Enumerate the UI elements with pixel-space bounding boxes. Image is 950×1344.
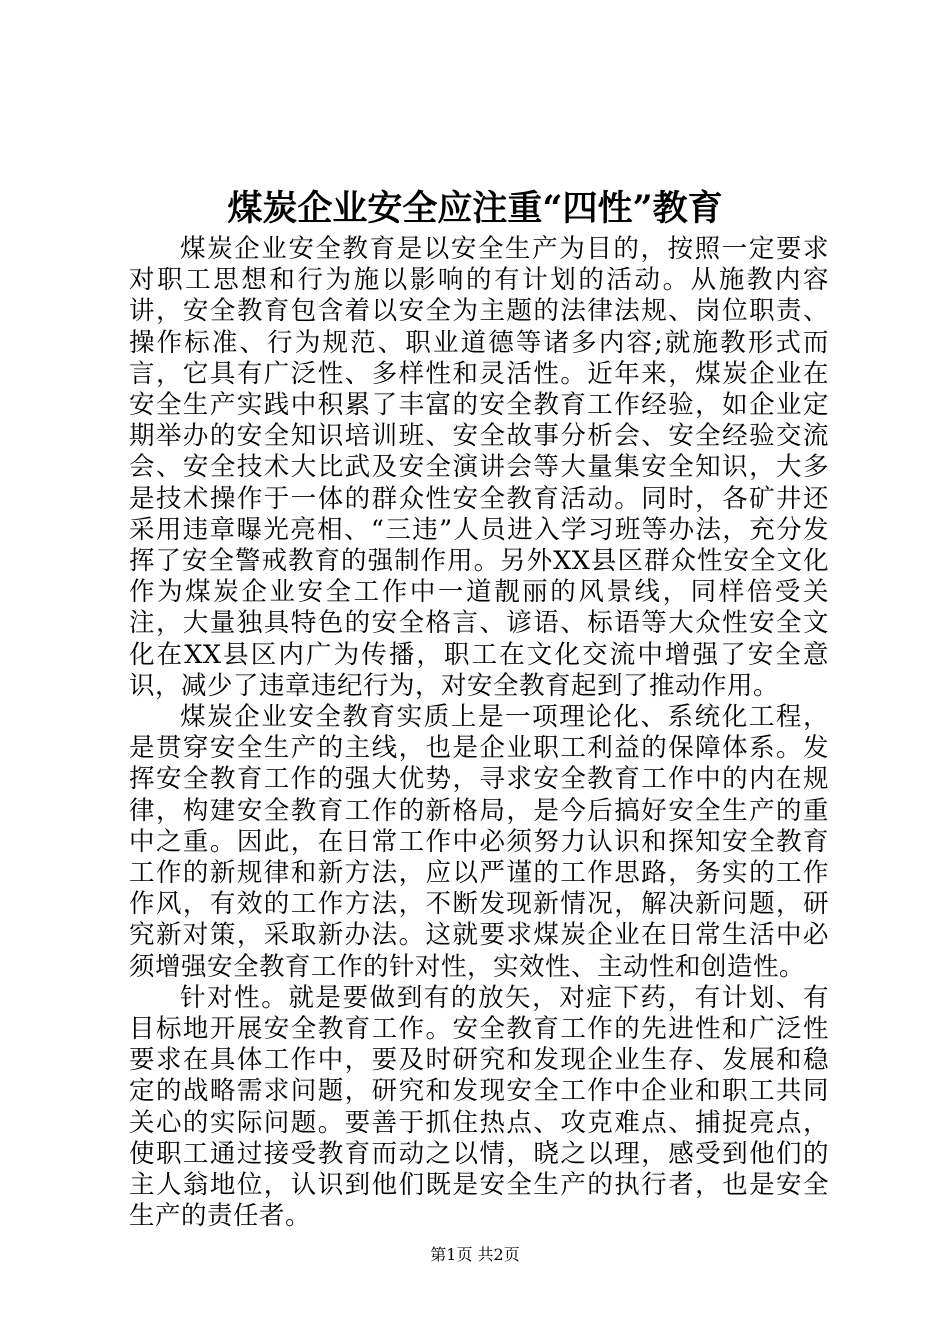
paragraph-3: 针对性。就是要做到有的放矢，对症下药，有计划、有目标地开展安全教育工作。安全教育工作的先进性和广泛性要求在具体工作中，要及时研究和发现企业生存、发展和稳定的战略需求问题，研究和发现安全工作中企业和职工共同关心的实际问题。要善于抓住热点、攻克难点、捕捉亮点，使职工通过接受教育而动之以情，晓之以理，感受到他们的主人翁地位，认识到他们既是安全生产的执行者，也是安全生产的责任者。 <box>129 982 829 1232</box>
page-number-footer: 第1页 共2页 <box>430 1245 520 1264</box>
paragraph-1: 煤炭企业安全教育是以安全生产为目的，按照一定要求对职工思想和行为施以影响的有计划的活动。从施教内容讲，安全教育包含着以安全为主题的法律法规、岗位职责、操作标准、行为规范、职业道德等诸多内容;就施教形式而言，它具有广泛性、多样性和灵活性。近年来，煤炭企业在安全生产实践中积累了丰富的安全教育工作经验，如企业定期举办的安全知识培训班、安全故事分析会、安全经验交流会、安全技术大比武及安全演讲会等大量集安全知识，大多是技术操作于一体的群众性安全教育活动。同时，各矿井还采用违章曝光亮相、“三违”人员进入学习班等办法，充分发挥了安全警戒教育的强制作用。另外XX县区群众性安全文化作为煤炭企业安全工作中一道靓丽的风景线，同样倍受关注，大量独具特色的安全格言、谚语、标语等大众性安全文化在XX县区内广为传播，职工在文化交流中增强了安全意识，减少了违章违纪行为，对安全教育起到了推动作用。 <box>129 234 829 701</box>
paragraph-2: 煤炭企业安全教育实质上是一项理论化、系统化工程，是贯穿安全生产的主线，也是企业职工利益的保障体系。发挥安全教育工作的强大优势，寻求安全教育工作中的内在规律，构建安全教育工作的新格局，是今后搞好安全生产的重中之重。因此，在日常工作中必须努力认识和探知安全教育工作的新规律和新方法，应以严谨的工作思路，务实的工作作风，有效的工作方法，不断发现新情况，解决新问题，研究新对策，采取新办法。这就要求煤炭企业在日常生活中必须增强安全教育工作的针对性，实效性、主动性和创造性。 <box>129 702 829 982</box>
document-body <box>129 234 829 1233</box>
document-title: 煤炭企业安全应注重“四性”教育 <box>227 188 723 229</box>
